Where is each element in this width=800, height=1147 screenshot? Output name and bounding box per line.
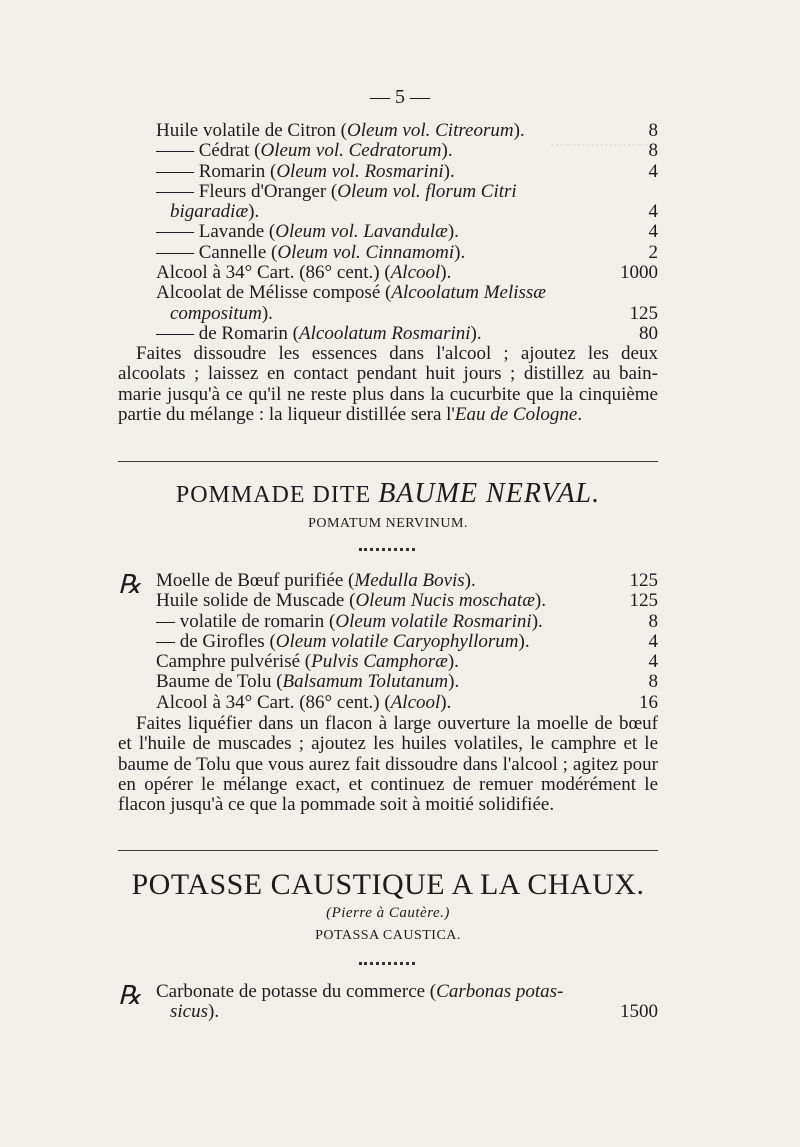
ingredient-row: [118, 202, 658, 222]
ingredient-quantity: 125: [629, 570, 658, 591]
section-divider: [118, 461, 658, 462]
ingredient-name: Carbonate de potasse du commerce (Carbonas potas-: [156, 982, 564, 1002]
ingredient-name: —— Cédrat (Oleum vol. Cedratorum).: [156, 141, 453, 162]
ingredient-row: [118, 222, 658, 242]
ingredient-name: bigaradiæ).: [170, 202, 260, 223]
ingredient-row: [118, 1002, 658, 1022]
page-number: — 5 —: [370, 86, 430, 108]
ingredient-row: [118, 283, 658, 303]
ingredient-name: —— de Romarin (Alcoolatum Rosmarini).: [156, 323, 482, 344]
ingredient-row: [118, 162, 658, 182]
ingredient-quantity: 80: [639, 322, 658, 344]
ingredient-row: [118, 304, 658, 324]
ingredient-name: compositum).: [170, 303, 273, 324]
ingredient-name: —— Romarin (Oleum vol. Rosmarini).: [156, 161, 455, 182]
section-divider: [118, 850, 658, 851]
ingredient-quantity: 125: [629, 590, 658, 612]
recipe-symbol: ℞: [118, 570, 142, 600]
recipe-symbol: ℞: [118, 981, 142, 1011]
ingredient-quantity: 8: [648, 610, 658, 632]
ingredient-row: [118, 571, 658, 591]
section-heading-pommade: POMMADE DITE BAUME NERVAL.: [175, 478, 601, 509]
ingredient-row: [118, 693, 658, 713]
ingredient-quantity: 8: [648, 120, 658, 141]
ornament-divider: [359, 548, 415, 551]
ingredient-quantity: 8: [648, 671, 658, 693]
ingredient-row: [118, 182, 658, 202]
ingredient-row: [118, 591, 658, 611]
ingredient-name: Alcool à 34° Cart. (86° cent.) (Alcool).: [156, 263, 452, 284]
ingredient-list-eau-de-cologne: [118, 121, 658, 344]
ingredient-name: Baume de Tolu (Balsamum Tolutanum).: [156, 672, 460, 693]
ingredient-row: [118, 324, 658, 344]
instructions-pommade: Faites liquéfier dans un flacon à large ouverture la moelle de bœuf et l'huile de muscades ; ajoutez les huiles volatiles, le camphre et le baume de Tolu que vous aurez fait dissoudre dans l'alcool ; agitez pour en opérer le mélange exact, et continuez de remuer modérément le flacon jusqu'à ce que la pommade soit à moitié solidifiée.: [118, 713, 658, 816]
bleed-through: .......................: [550, 130, 654, 150]
ingredient-quantity: 4: [648, 221, 658, 243]
ingredient-name: Moelle de Bœuf purifiée (Medulla Bovis).: [156, 571, 476, 591]
ingredient-row: [118, 612, 658, 632]
ingredient-row: [118, 243, 658, 263]
ingredient-row: [118, 632, 658, 652]
ingredient-quantity: 8: [648, 140, 658, 162]
ingredient-row: [118, 652, 658, 672]
ingredient-quantity: 1000: [620, 262, 658, 284]
section-subheading-potassa: POTASSA CAUSTICA.: [315, 928, 461, 943]
ingredient-row: [118, 672, 658, 692]
ingredient-quantity: 125: [629, 302, 658, 324]
ingredient-name: Huile volatile de Citron (Oleum vol. Citreorum).: [156, 121, 525, 141]
ingredient-quantity: 16: [639, 691, 658, 713]
section-subheading-pierre: (Pierre à Cautère.): [326, 905, 450, 921]
ingredient-list-pommade: [118, 571, 658, 713]
ingredient-row: [118, 982, 658, 1002]
instructions-eau-de-cologne: Faites dissoudre les essences dans l'alcool ; ajoutez les deux alcoolats ; laissez en contact pendant huit jours ; distillez au bain-marie jusqu'à ce qu'il ne reste plus dans la cucurbite que la cinquième partie du mélange : la liqueur distillée sera l'Eau de Cologne.: [118, 343, 658, 425]
ingredient-list-potasse: [118, 982, 658, 1023]
ingredient-name: —— Cannelle (Oleum vol. Cinnamomi).: [156, 242, 466, 263]
ingredient-name: — de Girofles (Oleum volatile Caryophyllorum).: [156, 631, 530, 652]
ingredient-quantity: 1500: [620, 1001, 658, 1023]
ingredient-quantity: 2: [648, 241, 658, 263]
ingredient-quantity: 4: [648, 160, 658, 182]
ingredient-name: sicus).: [170, 1002, 220, 1023]
section-heading-potasse: POTASSE CAUSTIQUE A LA CHAUX.: [131, 868, 645, 901]
ingredient-row: [118, 263, 658, 283]
ingredient-name: —— Lavande (Oleum vol. Lavandulæ).: [156, 222, 459, 243]
ingredient-row: [118, 121, 658, 141]
ingredient-quantity: 4: [648, 201, 658, 223]
ingredient-quantity: 4: [648, 630, 658, 652]
ingredient-row: [118, 141, 658, 161]
section-subheading-pomatum: POMATUM NERVINUM.: [308, 516, 468, 531]
ingredient-name: Huile solide de Muscade (Oleum Nucis moschatæ).: [156, 591, 546, 612]
ingredient-name: — volatile de romarin (Oleum volatile Rosmarini).: [156, 611, 543, 632]
ingredient-name: Alcool à 34° Cart. (86° cent.) (Alcool).: [156, 692, 452, 713]
ingredient-name: Camphre pulvérisé (Pulvis Camphoræ).: [156, 652, 459, 673]
ingredient-name: —— Fleurs d'Oranger (Oleum vol. florum Citri: [156, 181, 517, 202]
ornament-divider: [359, 962, 415, 965]
ingredient-name: Alcoolat de Mélisse composé (Alcoolatum Melissæ: [156, 283, 546, 304]
ingredient-quantity: 4: [648, 651, 658, 673]
